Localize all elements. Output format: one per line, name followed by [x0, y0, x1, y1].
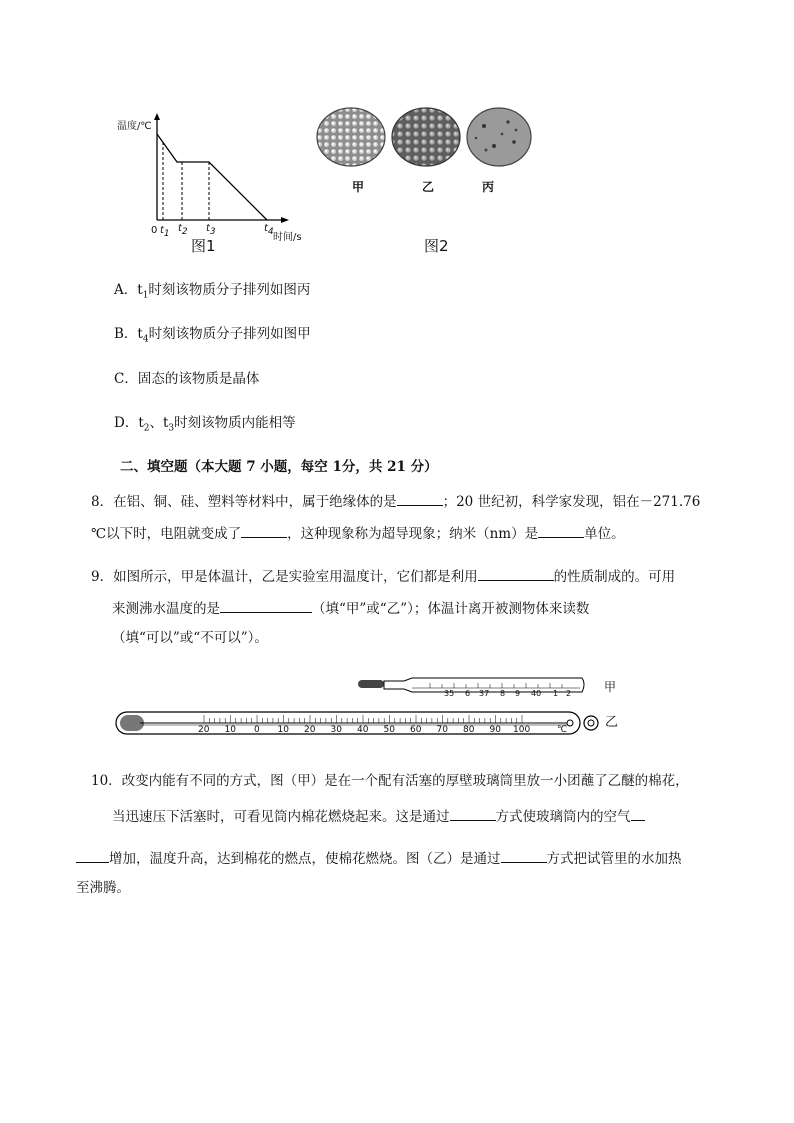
yi-tick-label: 100 — [513, 725, 531, 735]
yi-tick-labels — [0, 725, 794, 737]
q8-line2: ℃以下时，电阻就变成了 ，这种现象称为超导现象；纳米（nm）是 单位。 — [91, 526, 625, 542]
yi-tick-label: 20 — [304, 725, 316, 735]
option-b: B．$t_4$时刻该物质分子排列如图甲 — [114, 326, 311, 345]
fig2-label-yi: 乙 — [422, 180, 435, 194]
q9-line3: （填“可以”或“不可以”）。 — [112, 630, 268, 646]
q8-blank-1[interactable] — [397, 493, 443, 506]
jia-tick: 35 — [444, 689, 455, 698]
q8-line1: 8．在铝、铜、硅、塑料等材料中，属于绝缘体的是 ；20 世纪初，科学家发现，铝在－271.76 — [91, 494, 701, 510]
jia-tick: 1 — [553, 689, 559, 698]
yi-tick-label: 20 — [198, 725, 210, 735]
q8-blank-3[interactable] — [538, 525, 584, 538]
yi-tick-label: 70 — [436, 725, 448, 735]
fig2-label-jia: 甲 — [352, 180, 365, 194]
yi-tick-label: 60 — [410, 725, 422, 735]
q9-blank-2[interactable] — [220, 600, 312, 613]
q9-line2: 来测沸水温度的是 （填“甲”或“乙”）；体温计离开被测物体来读数 — [112, 601, 590, 617]
q9-blank-1[interactable] — [478, 568, 554, 581]
yi-tick-label: 10 — [277, 725, 289, 735]
jia-tick: 2 — [566, 689, 572, 698]
yi-tick-label: 80 — [463, 725, 475, 735]
fig1-t1: $t_1$ — [160, 225, 170, 239]
q10-line4: 至沸腾。 — [76, 880, 130, 896]
jia-tick: 37 — [479, 689, 490, 698]
q10-blank-3[interactable] — [501, 850, 547, 863]
figure-2-discs — [316, 106, 532, 168]
option-d: D．$t_2$、$t_3$时刻该物质内能相等 — [114, 415, 296, 434]
fig1-xlabel: 时间/s — [273, 232, 302, 243]
q9-line1: 9．如图所示，甲是体温计，乙是实验室用温度计，它们都是利用 的性质制成的。可用 — [91, 569, 676, 585]
q8-blank-2[interactable] — [241, 525, 287, 538]
yi-tick-label: 40 — [357, 725, 369, 735]
jia-tick-labels — [444, 689, 584, 699]
q10-line1: 10．改变内能有不同的方式，图（甲）是在一个配有活塞的厚壁玻璃筒里放一小团蘸了乙醚的棉花， — [91, 773, 689, 789]
thermometer-jia-label: 甲 — [604, 680, 617, 694]
fig1-t3: $t_3$ — [206, 223, 216, 237]
yi-unit: ℃ — [557, 725, 568, 735]
q10-line3: 增加，温度升高，达到棉花的燃点，使棉花燃烧。图（乙）是通过 方式把试管里的水加热 — [76, 850, 682, 867]
jia-tick: 6 — [465, 689, 471, 698]
fig1-caption: 图1 — [191, 237, 216, 255]
yi-tick-label: 90 — [489, 725, 501, 735]
fig1-t2: $t_2$ — [178, 223, 188, 237]
yi-tick-label: 30 — [330, 725, 342, 735]
jia-tick: 8 — [500, 689, 506, 698]
q10-blank-2b[interactable] — [76, 850, 109, 863]
jia-tick: 9 — [515, 689, 521, 698]
q10-line2: 当迅速压下活塞时，可看见筒内棉花燃烧起来。这是通过 方式使玻璃筒内的空气 — [112, 808, 645, 825]
option-a: A．$t_1$时刻该物质分子排列如图丙 — [114, 282, 311, 301]
option-c: C．固态的该物质是晶体 — [114, 371, 260, 387]
yi-tick-label: 10 — [224, 725, 236, 735]
yi-tick-label: 50 — [383, 725, 395, 735]
fig1-ylabel: 温度/℃ — [117, 121, 152, 132]
q10-blank-1[interactable] — [450, 808, 496, 821]
section-title: 二、填空题（本大题 7 小题，每空 1分，共 21 分） — [120, 459, 438, 475]
fig1-t4: $t_4$ — [264, 223, 274, 237]
q10-blank-2a[interactable] — [631, 808, 645, 821]
yi-tick-label: 0 — [254, 725, 260, 735]
thermometer-yi-label: 乙 — [605, 715, 619, 730]
fig2-caption: 图2 — [424, 237, 449, 255]
jia-tick: 40 — [531, 689, 542, 698]
fig2-label-bing: 丙 — [482, 180, 495, 194]
fig1-origin: 0 — [151, 225, 158, 236]
